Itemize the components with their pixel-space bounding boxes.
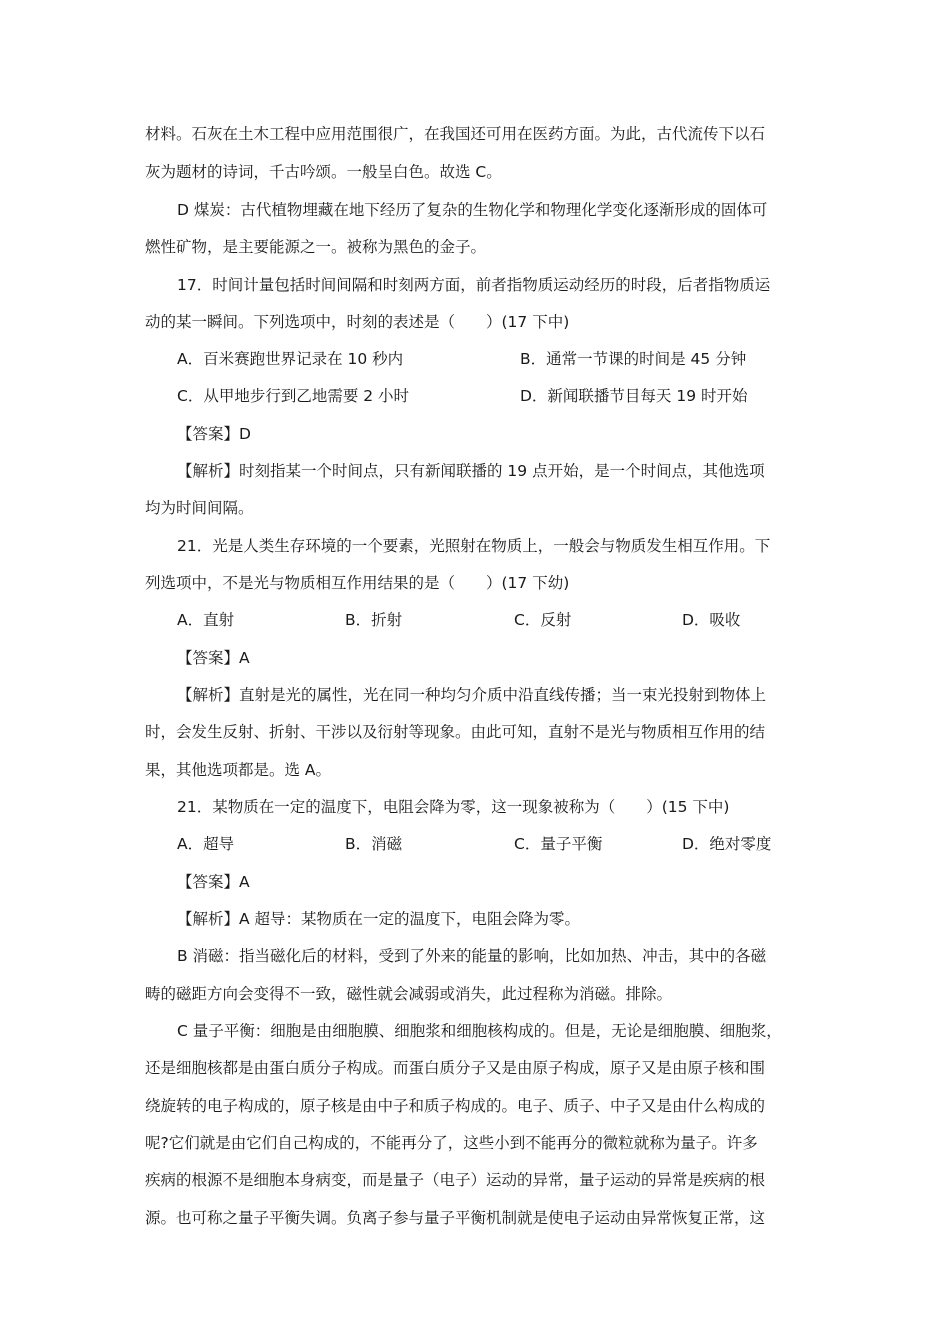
option-b: B．消磁: [345, 835, 403, 853]
paragraph-line: 源。也可称之量子平衡失调。负离子参与量子平衡机制就是使电子运动由异常恢复正常，这: [145, 1209, 766, 1227]
paragraph-line: C 量子平衡：细胞是由细胞膜、细胞浆和细胞核构成的。但是，无论是细胞膜、细胞浆，: [177, 1022, 782, 1040]
paragraph-line: 燃性矿物，是主要能源之一。被称为黑色的金子。: [145, 238, 487, 256]
analysis-line: 【解析】时刻指某一个时间点，只有新闻联播的 19 点开始，是一个时间点，其他选项: [177, 462, 765, 480]
question-stem: 21．某物质在一定的温度下，电阻会降为零，这一现象被称为（ ）(15 下中): [177, 798, 730, 816]
analysis-line: 果，其他选项都是。选 A。: [145, 761, 332, 779]
paragraph-line: 畴的磁距方向会变得不一致，磁性就会减弱或消失，此过程称为消磁。排除。: [145, 985, 673, 1003]
paragraph-line: 还是细胞核都是由蛋白质分子构成。而蛋白质分子又是由原子构成，原子又是由原子核和围: [145, 1059, 766, 1077]
question-stem: 21．光是人类生存环境的一个要素，光照射在物质上，一般会与物质发生相互作用。下: [177, 537, 771, 555]
option-b: B．折射: [345, 611, 403, 629]
answer-label: 【答案】A: [177, 649, 250, 667]
option-a: A．直射: [177, 611, 235, 629]
answer-label: 【答案】A: [177, 873, 250, 891]
option-a: A．百米赛跑世界记录在 10 秒内: [177, 350, 404, 368]
analysis-line: 【解析】A 超导：某物质在一定的温度下，电阻会降为零。: [177, 910, 581, 928]
analysis-line: 均为时间间隔。: [145, 499, 254, 517]
option-c: C．反射: [514, 611, 572, 629]
question-stem: 动的某一瞬间。下列选项中，时刻的表述是（ ）(17 下中): [145, 313, 570, 331]
option-d: D．吸收: [682, 611, 741, 629]
option-b: B．通常一节课的时间是 45 分钟: [520, 350, 747, 368]
option-d: D．新闻联播节目每天 19 时开始: [520, 387, 748, 405]
option-a: A．超导: [177, 835, 235, 853]
paragraph-line: 材料。石灰在土木工程中应用范围很广，在我国还可用在医药方面。为此，古代流传下以石: [145, 125, 766, 143]
paragraph-line: B 消磁：指当磁化后的材料，受到了外来的能量的影响，比如加热、冲击，其中的各磁: [177, 947, 767, 965]
option-c: C．从甲地步行到乙地需要 2 小时: [177, 387, 410, 405]
analysis-line: 时，会发生反射、折射、干涉以及衍射等现象。由此可知，直射不是光与物质相互作用的结: [145, 723, 766, 741]
paragraph-line: D 煤炭：古代植物埋藏在地下经历了复杂的生物化学和物理化学变化逐渐形成的固体可: [177, 201, 768, 219]
question-stem: 列选项中，不是光与物质相互作用结果的是（ ）(17 下幼): [145, 574, 570, 592]
option-d: D．绝对零度: [682, 835, 772, 853]
question-stem: 17．时间计量包括时间间隔和时刻两方面，前者指物质运动经历的时段，后者指物质运: [177, 276, 771, 294]
analysis-line: 【解析】直射是光的属性，光在同一种均匀介质中沿直线传播；当一束光投射到物体上: [177, 686, 767, 704]
paragraph-line: 呢?它们就是由它们自己构成的，不能再分了，这些小到不能再分的微粒就称为量子。许多: [145, 1134, 758, 1152]
answer-label: 【答案】D: [177, 425, 251, 443]
paragraph-line: 灰为题材的诗词，千古吟颂。一般呈白色。故选 C。: [145, 163, 502, 181]
option-c: C．量子平衡: [514, 835, 603, 853]
paragraph-line: 疾病的根源不是细胞本身病变，而是量子（电子）运动的异常，量子运动的异常是疾病的根: [145, 1171, 766, 1189]
paragraph-line: 绕旋转的电子构成的，原子核是由中子和质子构成的。电子、质子、中子又是由什么构成的: [145, 1097, 766, 1115]
